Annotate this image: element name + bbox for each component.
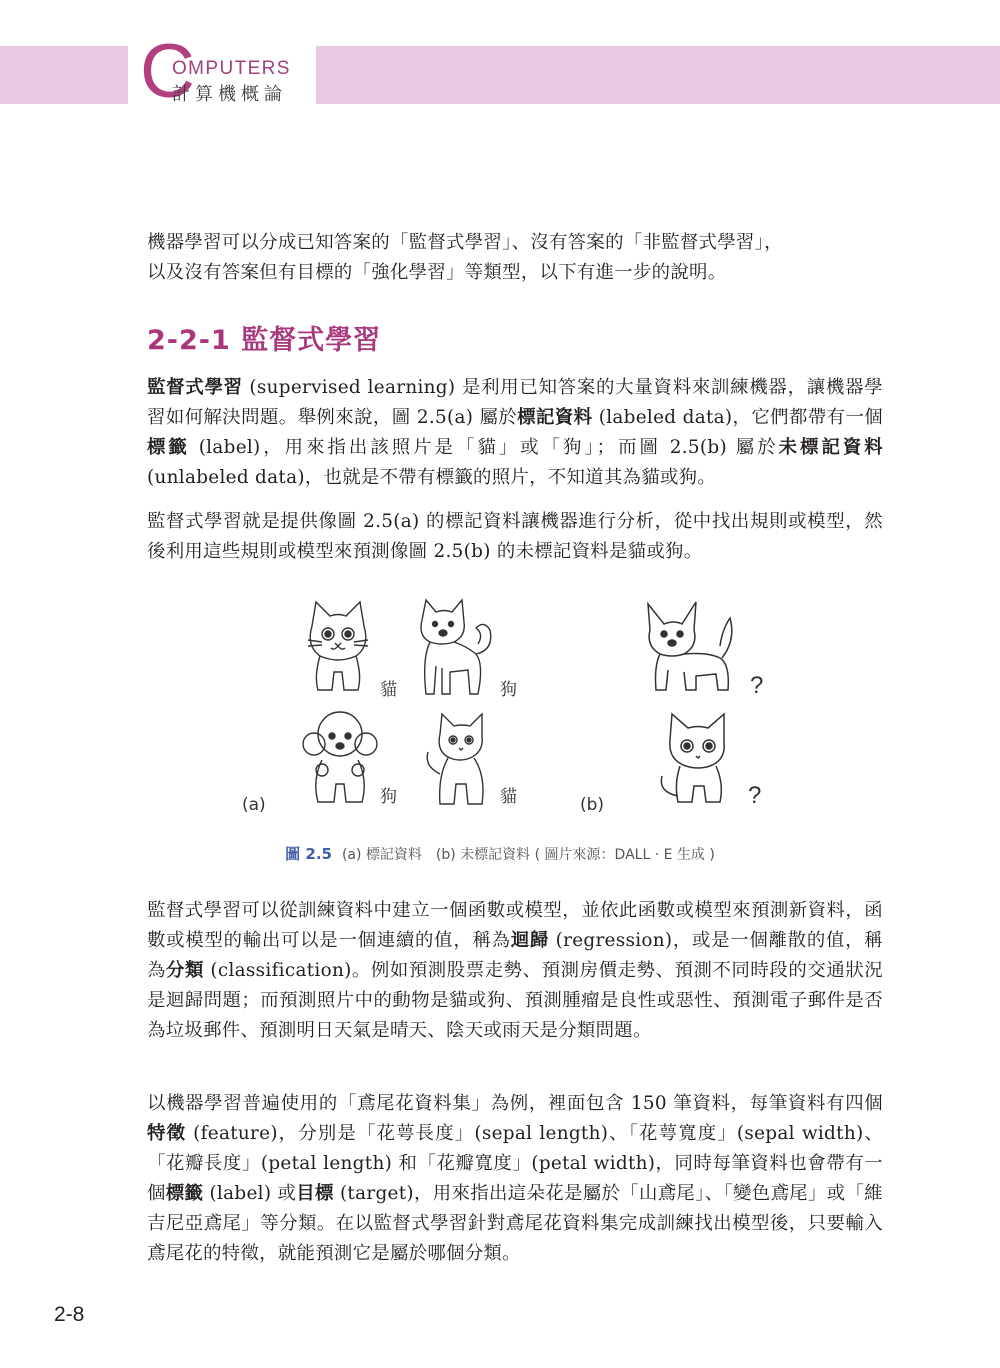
p3-text-2: (regression)，或是一個離散的值，稱為 [147, 930, 883, 981]
header-title-en: OMPUTERS [172, 58, 291, 79]
header-logo-letter: C [140, 29, 195, 114]
figure-label-b: (b) [580, 795, 605, 815]
p1-text-1: (supervised learning) 是利用已知答案的大量資料來訓練機器，讓機器學習如何解決問題。舉例來說，圖 2.5(a) 屬於 [147, 377, 883, 428]
p4-text-1: 以機器學習普遍使用的「鳶尾花資料集」為例，裡面包含 150 筆資料，每筆資料有四個 [147, 1093, 883, 1114]
p1-text-4: (unlabeled data)，也就是不帶有標籤的照片，不知道其為貓或狗。 [147, 467, 717, 488]
figure-caption-text: (a) 標記資料 (b) 未標記資料 ( 圖片來源：DALL · E 生成 ) [341, 847, 715, 863]
figure-dog-image-2 [638, 596, 742, 696]
term-target: 目標 [296, 1183, 334, 1204]
term-feature: 特徵 [147, 1123, 187, 1144]
term-regression: 迴歸 [510, 930, 550, 951]
term-labeled-data: 標記資料 [517, 407, 593, 428]
paragraph-supervised-definition [147, 373, 883, 493]
header-band-left [0, 46, 128, 104]
figure-unknown-mark-2: ? [748, 782, 762, 809]
p4-text-2: (feature)，分別是「花萼長度」(sepal length)、「花萼寬度」(sepal width)、「花瓣長度」(petal length) 和「花瓣寬度」(petal width)，同時每筆資料也會帶有一個 [147, 1123, 884, 1204]
paragraph-iris-dataset [147, 1089, 883, 1269]
paragraph-supervised-process: 監督式學習就是提供像圖 2.5(a) 的標記資料讓機器進行分析，從中找出規則或模型，然後利用這些規則或模型來預測像圖 2.5(b) 的未標記資料是貓或狗。 [147, 511, 883, 562]
intro-line-2: 以及沒有答案但有目標的「強化學習」等類型，以下有進一步的說明。 [147, 262, 727, 283]
figure-cat-image-3 [652, 706, 748, 806]
header-title-zh: 計算機概論 [172, 84, 287, 105]
figure-label-cat-2: 貓 [500, 787, 517, 807]
figure-label-cat-1: 貓 [380, 680, 397, 700]
p4-text-3: (label) 或 [203, 1183, 297, 1204]
section-title: 2-2-1 監督式學習 [147, 325, 382, 356]
p4-text-4: (target)，用來指出這朵花是屬於「山鳶尾」、「變色鳶尾」或「維吉尼亞鳶尾」等分類。在以監督式學習針對鳶尾花資料集完成訓練找出模型後，只要輸入鳶尾花的特徵，就能預測它是屬於哪個分類。 [147, 1183, 883, 1264]
p1-text-2: (labeled data)，它們都帶有一個 [592, 407, 883, 428]
p1-text-3: (label)，用來指出該照片是「貓」或「狗」；而圖 2.5(b) 屬於 [189, 437, 779, 458]
figure-cat-image-2 [420, 704, 500, 808]
figure-dog-image-1 [404, 594, 500, 698]
term-unlabeled-data: 未標記資料 [778, 437, 883, 458]
p3-text-3: (classification)。例如預測股票走勢、預測房價走勢、預測不同時段的交通狀況是迴歸問題；而預測照片中的動物是貓或狗、預測腫瘤是良性或惡性、預測電子郵件是否為垃圾郵件、預測明日天氣是晴天、陰天或雨天是分類問題。 [147, 960, 883, 1041]
figure-unknown-mark-1: ? [750, 672, 764, 699]
figure-label-dog-3: 狗 [380, 787, 397, 807]
figure-dog-image-3 [300, 704, 380, 808]
term-label: 標籤 [147, 437, 190, 458]
term-supervised-learning: 監督式學習 [147, 377, 243, 398]
figure-number: 圖 2.5 [285, 845, 332, 863]
paragraph-regression-classification [147, 896, 883, 1046]
figure-label-a: (a) [242, 795, 266, 815]
header-band-right [316, 46, 1000, 104]
intro-paragraph [147, 228, 883, 288]
figure-caption [0, 843, 1000, 864]
term-label-2: 標籤 [165, 1183, 204, 1204]
figure-label-dog-1: 狗 [500, 680, 517, 700]
figure-cat-image-1 [298, 596, 378, 696]
intro-line-1: 機器學習可以分成已知答案的「監督式學習」、沒有答案的「非監督式學習」， [147, 232, 783, 253]
p3-text-1: 監督式學習可以從訓練資料中建立一個函數或模型，並依此函數或模型來預測新資料，函數或模型的輸出可以是一個連續的值，稱為 [147, 900, 883, 951]
page-number: 2-8 [54, 1303, 85, 1326]
term-classification: 分類 [165, 960, 204, 981]
